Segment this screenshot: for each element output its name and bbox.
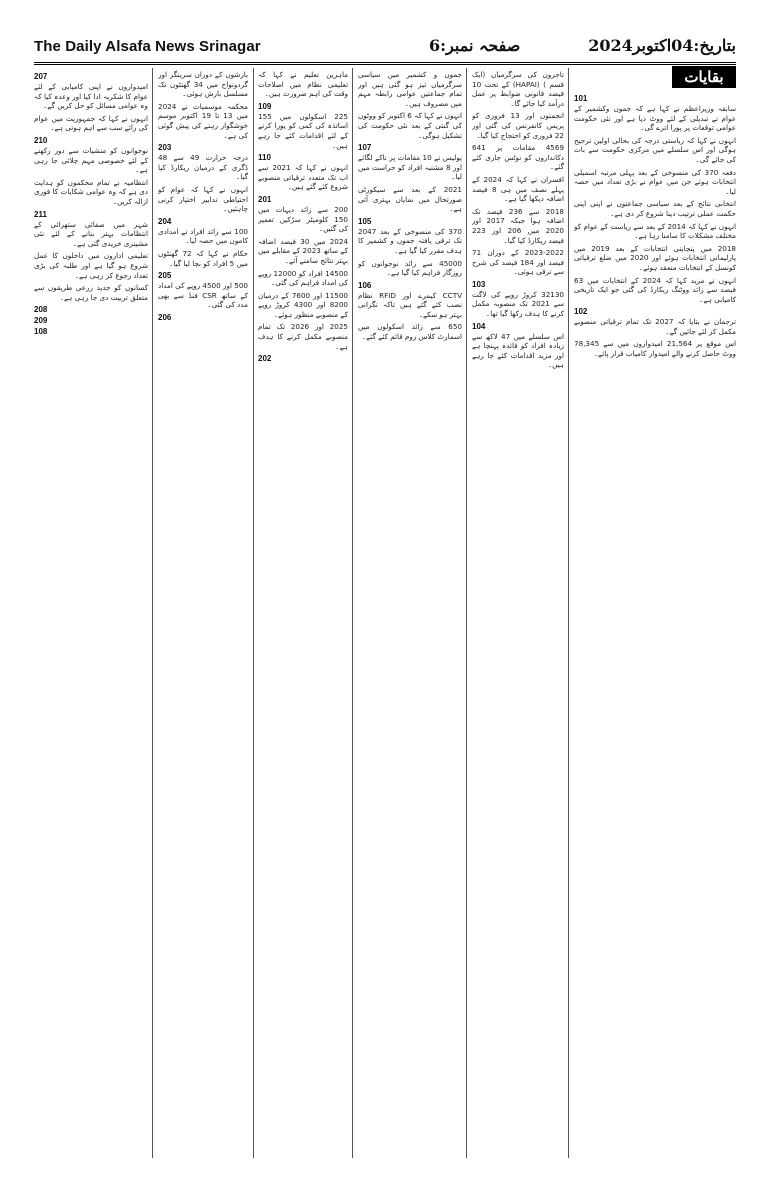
- column-divider: [568, 68, 569, 1158]
- article-number: 110: [258, 153, 271, 163]
- paragraph: انتظامیہ نے تمام محکموں کو ہدایت دی ہے کہ وہ عوامی شکایات کا فوری ازالہ کریں۔: [34, 177, 148, 206]
- paragraph: سابقہ وزیراعظم نے کہا ہے کہ جموں وکشمیر کے عوام نے تبدیلی کے لئے ووٹ دیا ہے اور نئی حکومت عوامی توقعات پر پورا اترے گی۔: [574, 104, 736, 133]
- paragraph: درجہ حرارت 49 سے 48 ڈگری کے درمیان ریکارڈ کیا گیا۔: [158, 153, 248, 182]
- issue-date: بتاریخ:04اکتوبر2024: [588, 36, 736, 55]
- article-number: 205: [158, 271, 172, 281]
- paragraph: انجمنوں اور 13 فروری کو پریس کانفرنس کی گئی اور 22 فروری کو احتجاج کیا گیا۔: [472, 111, 564, 140]
- paragraph: دفعہ 370 کی منسوخی کے بعد پہلی مرتبہ اسمبلی انتخابات ہوئے جن میں عوام نے بڑی تعداد میں حصہ لیا۔: [574, 167, 736, 196]
- paragraph: کسانوں کو جدید زرعی طریقوں سے متعلق تربیت دی جا رہی ہے۔: [34, 283, 148, 302]
- paragraph: 2025 اور 2026 تک تمام منصوبے مکمل کرنے کا ہدف ہے۔: [258, 322, 348, 351]
- paragraph: 100 سے زائد افراد نے امدادی کاموں میں حصہ لیا۔: [158, 226, 248, 246]
- column-divider: [152, 68, 153, 1158]
- article-number: 108: [34, 327, 48, 337]
- article-number: 203: [158, 143, 172, 153]
- paragraph: اس سلسلے میں 47 لاکھ سے زیادہ افراد کو فائدہ پہنچا ہے اور مزید اقدامات کئے جا رہے ہیں۔: [472, 331, 564, 370]
- paragraph: حکام نے کہا کہ 72 گھنٹوں میں 5 افراد کو بچا لیا گیا۔: [158, 248, 248, 268]
- paragraph: 45000 سے زائد نوجوانوں کو روزگار فراہم کیا گیا ہے۔: [358, 258, 462, 278]
- article-number: 202: [258, 354, 272, 364]
- paragraph: شہر میں صفائی ستھرائی کے انتظامات بہتر بنانے کے لئے نئی مشینری خریدی گئی ہے۔: [34, 219, 148, 248]
- paragraph: 650 سے زائد اسکولوں میں اسمارٹ کلاس روم قائم کئے گئے۔: [358, 322, 462, 342]
- paragraph: بارشوں کے دوران سرینگر اور گردونواح میں 34 گھنٹوں تک مسلسل بارش ہوئی۔: [158, 70, 248, 99]
- paragraph: انہوں نے کہا کہ ریاستی درجہ کی بحالی اولین ترجیح ہوگی اور اس سلسلے میں مرکزی حکومت سے بات کی جائے گی۔: [574, 135, 736, 164]
- paragraph: انہوں نے کہا کہ 2014 کے بعد سے ریاست کے عوام کو مختلف مشکلات کا سامنا رہا ہے۔: [574, 221, 736, 241]
- article-number: 206: [158, 312, 172, 322]
- paragraph: تعلیمی اداروں میں داخلوں کا عمل شروع ہو گیا ہے اور طلبہ کی بڑی تعداد رجوع کر رہی ہے۔: [34, 251, 148, 280]
- paragraph: تاجروں کی سرگرمیاں (ایک قسم ) (HAPAI) کے تحت 10 فیصد قانونی ضوابط پر عمل درآمد کیا جائے گا۔: [472, 70, 564, 108]
- paragraph: 200 سے زائد دیہات میں 150 کلومیٹر سڑکیں تعمیر کی گئیں۔: [258, 204, 348, 234]
- page-number: صفحہ نمبر:6: [429, 36, 521, 55]
- masthead: [34, 28, 736, 65]
- column-4: [258, 70, 348, 1160]
- paragraph: پولیس نے 10 مقامات پر ناکے لگائے اور 8 مشتبہ افراد کو حراست میں لیا۔: [358, 153, 462, 182]
- column-5: [158, 70, 248, 1160]
- article-number: 105: [358, 216, 372, 226]
- article-number: 102: [574, 307, 588, 317]
- paragraph: انہوں نے مزید کہا کہ 2024 کے انتخابات میں 63 فیصد سے زائد ووٹنگ ریکارڈ کی گئی جو ایک تاریخی کامیابی ہے۔: [574, 275, 736, 304]
- article-number: 204: [158, 216, 172, 226]
- article-number: 201: [258, 194, 272, 204]
- paragraph: امیدواروں نے اپنی کامیابی کے لئے عوام کا شکریہ ادا کیا اور وعدہ کیا کہ وہ عوامی مسائل کو حل کریں گے۔: [34, 82, 148, 111]
- paragraph: 2021 کے بعد سے سیکورٹی صورتحال میں نمایاں بہتری آئی ہے۔: [358, 184, 462, 214]
- section-title: بقایات: [672, 66, 736, 88]
- article-number: 101: [574, 94, 588, 103]
- paragraph: انہوں نے کہا کہ جمہوریت میں عوام کی رائے سب سے اہم ہوتی ہے۔: [34, 113, 148, 133]
- paragraph: 370 کی منسوخی کے بعد 2047 تک ترقی یافتہ جموں و کشمیر کا ہدف مقرر کیا گیا ہے۔: [358, 226, 462, 255]
- paragraph: 4569 مقامات پر 641 دکانداروں کو نوٹس جاری کئے گئے۔: [472, 143, 564, 172]
- paragraph: 32130 کروڑ روپے کی لاگت سے 2021 تک منصوبہ مکمل کرنے کا ہدف رکھا گیا تھا۔: [472, 289, 564, 319]
- column-divider: [466, 68, 467, 1158]
- paragraph: جموں و کشمیر میں سیاسی سرگرمیاں تیز ہو گئی ہیں اور تمام جماعتیں عوامی رابطہ مہم میں مصروف ہیں۔: [358, 70, 462, 108]
- article-number: 106: [358, 280, 372, 290]
- paragraph: 2023-2022 کے دوران 71 فیصد اور 184 فیصد کی شرح سے ترقی ہوئی۔: [472, 248, 564, 277]
- column-divider: [352, 68, 353, 1158]
- paragraph: 2018 سے 236 فیصد تک اضافہ ہوا جبکہ 2017 اور 2020 میں 206 اور 223 فیصد ریکارڈ کیا گیا۔: [472, 206, 564, 245]
- paragraph: 2024 میں 30 فیصد اضافہ کے ساتھ 2023 کے مقابلے میں بہتر نتائج سامنے آئے۔: [258, 236, 348, 265]
- column-3: [358, 70, 462, 1160]
- article-number: 104: [472, 321, 486, 331]
- paragraph: 500 اور 4500 روپے کی امداد کے ساتھ CSR فنڈ سے بھی مدد کی گئی۔: [158, 281, 248, 310]
- article-number: 210: [34, 135, 48, 145]
- column-divider: [253, 68, 254, 1158]
- paragraph: CCTV کیمرے اور RFID نظام نصب کئے گئے ہیں تاکہ نگرانی بہتر ہو سکے۔: [358, 290, 462, 319]
- column-6: [34, 70, 148, 1160]
- paragraph: انہوں نے کہا کہ عوام کو احتیاطی تدابیر اختیار کرنی چاہئیں۔: [158, 184, 248, 214]
- paragraph: 225 اسکولوں میں 155 اساتذہ کی کمی کو پورا کرنے کے لئے اقدامات کئے جا رہے ہیں۔: [258, 111, 348, 150]
- article-number: 107: [358, 143, 372, 153]
- article-number: 209: [34, 316, 48, 326]
- article-number: 211: [34, 209, 47, 219]
- paragraph: ترجمان نے بتایا کہ 2027 تک تمام ترقیاتی منصوبے مکمل کر لئے جائیں گے۔: [574, 317, 736, 336]
- paragraph: انتخابی نتائج کے بعد سیاسی جماعتوں نے اپنی اپنی حکمت عملی ترتیب دینا شروع کر دی ہے۔: [574, 199, 736, 218]
- paragraph: افسران نے کہا کہ 2024 کے پہلے نصف میں ہی 8 فیصد اضافہ دیکھا گیا ہے۔: [472, 174, 564, 204]
- paragraph: 2018 میں پنچایتی انتخابات کے بعد 2019 میں پارلیمانی انتخابات ہوئے اور 2020 میں ضلع ترقیاتی کونسل کے انتخابات منعقد ہوئے۔: [574, 243, 736, 272]
- paragraph: ماہرین تعلیم نے کہا کہ تعلیمی نظام میں اصلاحات وقت کی اہم ضرورت ہیں۔: [258, 70, 348, 99]
- article-number: 103: [472, 279, 486, 289]
- article-number: 208: [34, 305, 48, 315]
- paragraph: انہوں نے کہا کہ 6 اکتوبر کو ووٹوں کی گنتی کے بعد نئی حکومت کی تشکیل ہوگی۔: [358, 111, 462, 140]
- paragraph: نوجوانوں کو منشیات سے دور رکھنے کے لئے خصوصی مہم چلائی جا رہی ہے۔: [34, 145, 148, 175]
- paragraph: محکمہ موسمیات نے 2024 میں 13 تا 19 اکتوبر موسم خوشگوار رہنے کی پیش گوئی کی ہے۔: [158, 101, 248, 140]
- article-number: 207: [34, 72, 48, 81]
- paragraph: اس موقع پر 21,564 امیدواروں میں سے 78,345 ووٹ حاصل کرنے والے امیدوار کامیاب قرار پائے۔: [574, 339, 736, 359]
- paragraph: انہوں نے کہا کہ 2021 سے اب تک متعدد ترقیاتی منصوبے شروع کئے گئے ہیں۔: [258, 163, 348, 192]
- column-1: [574, 92, 736, 1182]
- paper-name: The Daily Alsafa News Srinagar: [34, 38, 261, 55]
- column-2: [472, 70, 564, 1160]
- paragraph: 11500 اور 7600 کے درمیان 8200 اور 4300 کروڑ روپے کے منصوبے منظور ہوئے۔: [258, 290, 348, 319]
- article-number: 109: [258, 101, 272, 111]
- paragraph: 14500 افراد کو 12000 روپے کی امداد فراہم کی گئی۔: [258, 268, 348, 288]
